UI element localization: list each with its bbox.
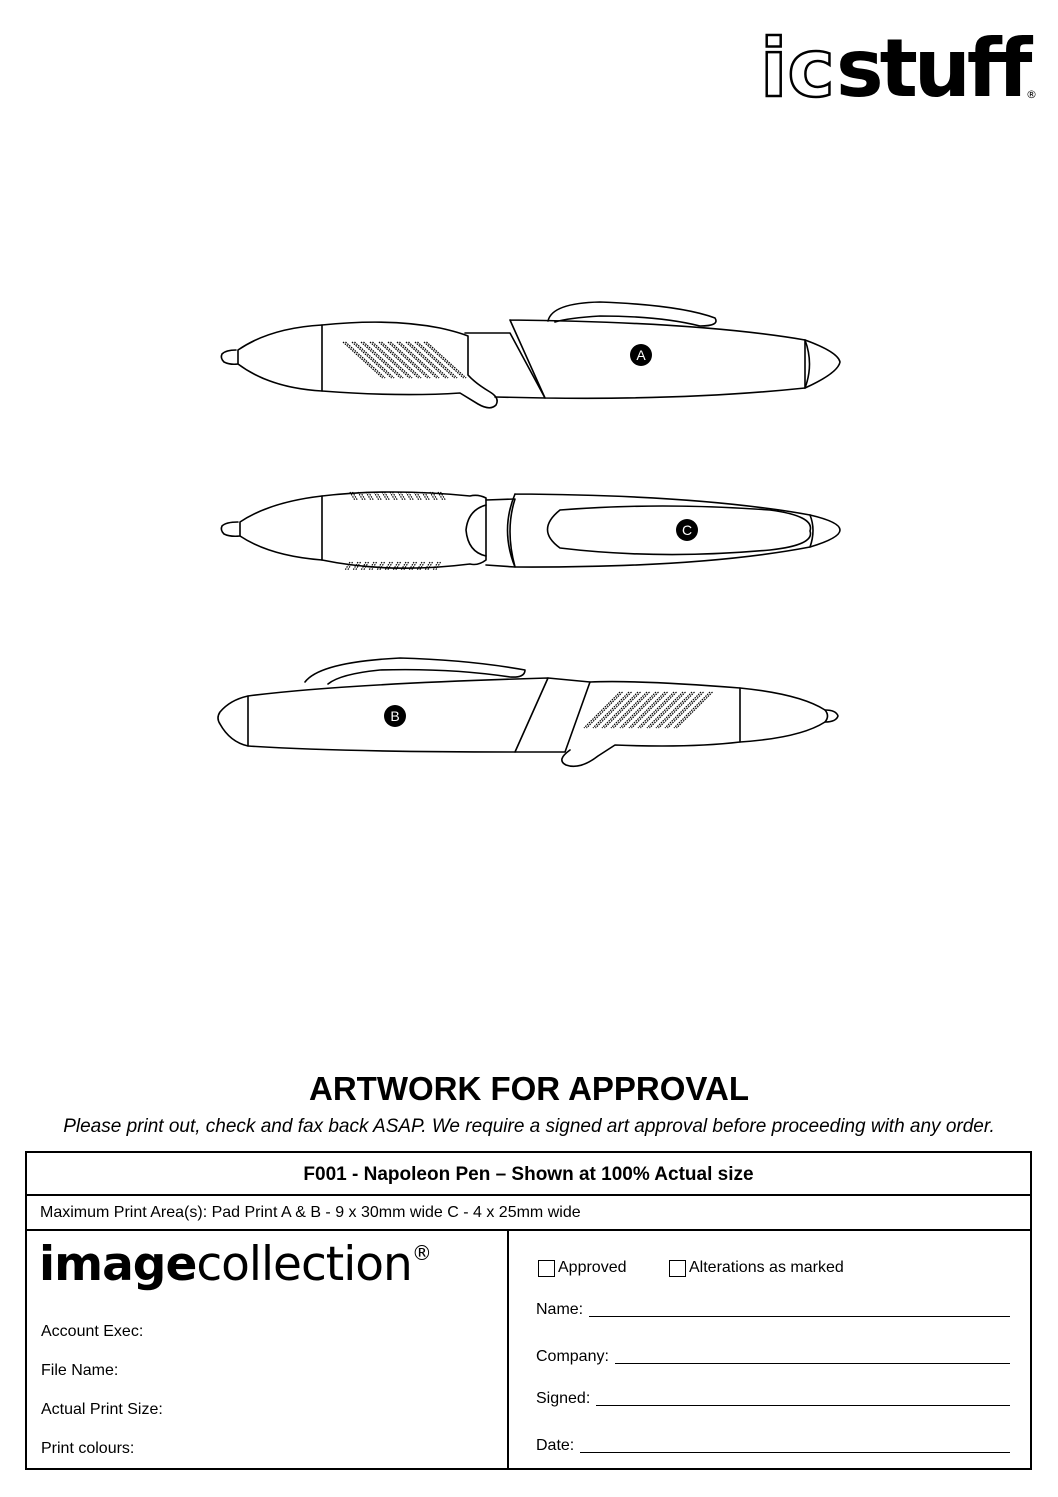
grip-hatch-line — [425, 562, 430, 570]
svg-text:B: B — [390, 708, 400, 724]
form-signature-panel — [509, 1231, 1030, 1468]
alterations-label: Alterations as marked — [689, 1259, 844, 1276]
brand-regular-text: collection — [196, 1237, 412, 1292]
logo-stuff-text: stuff — [836, 28, 1029, 108]
grip-hatch-line — [409, 342, 449, 378]
grip-hatch-line — [385, 492, 390, 500]
account-exec-label: Account Exec: — [41, 1323, 144, 1340]
instructions-text: Please print out, check and fax back ASAP. We require a signed art approval before proceeding with any order. — [63, 1116, 995, 1137]
date-field[interactable] — [536, 1437, 1010, 1455]
grip-hatch-line — [659, 692, 695, 728]
grip-hatch-line — [348, 562, 353, 570]
pen-top-view-b — [218, 658, 838, 766]
grip-hatch-line — [377, 492, 382, 500]
marker-a — [630, 344, 652, 366]
brand-registered-mark: ® — [411, 1241, 431, 1265]
print-area-text: Maximum Print Area(s): Pad Print A & B - 9 x 30mm wide C - 4 x 25mm wide — [27, 1196, 1030, 1231]
grip-hatch-line — [385, 562, 390, 570]
pen-top-view-a — [221, 302, 840, 408]
company-line[interactable] — [615, 1362, 1010, 1364]
grip-hatch-line — [424, 342, 464, 378]
grip-hatch-line — [398, 492, 403, 500]
icstuff-logo — [760, 28, 1040, 108]
grip-hatch-line — [377, 562, 382, 570]
grip-hatch-line — [677, 692, 713, 728]
form-info-panel — [27, 1231, 509, 1468]
grip-hatch-line — [401, 492, 406, 500]
page-heading: ARTWORK FOR APPROVAL — [309, 1070, 749, 1107]
grip-hatch-line — [388, 562, 393, 570]
file-name-label: File Name: — [41, 1362, 119, 1379]
grip-hatch-line — [406, 492, 411, 500]
brand-bold-text: image — [39, 1237, 197, 1292]
approved-label: Approved — [558, 1259, 627, 1276]
alterations-checkbox[interactable] — [669, 1260, 686, 1277]
signed-field[interactable] — [536, 1390, 1010, 1408]
svg-text:A: A — [636, 347, 646, 363]
print-colours-label: Print colours: — [41, 1440, 135, 1457]
grip-hatch-line — [372, 562, 377, 570]
logo-ic-text: ic — [760, 28, 835, 108]
grip-hatch-line — [584, 692, 620, 728]
svg-text:C: C — [681, 522, 693, 538]
marker-c — [676, 519, 698, 541]
date-label: Date: — [536, 1437, 575, 1454]
grip-hatch-line — [380, 562, 385, 570]
grip-hatch-line — [345, 562, 350, 570]
alterations-option[interactable] — [669, 1259, 844, 1277]
company-field[interactable] — [536, 1348, 1010, 1366]
approved-checkbox[interactable] — [538, 1260, 555, 1277]
grip-hatch-line — [436, 562, 441, 570]
grip-hatch-line — [369, 492, 374, 500]
signed-line[interactable] — [596, 1404, 1010, 1406]
grip-hatch-line — [418, 342, 458, 378]
grip-hatch-line — [428, 562, 433, 570]
approval-form — [25, 1151, 1032, 1470]
form-bottom — [27, 1231, 1030, 1468]
grip-hatch-line — [393, 492, 398, 500]
grip-hatch-line — [602, 692, 638, 728]
actual-print-size-label: Actual Print Size: — [41, 1401, 163, 1418]
pen-side-view-c — [221, 492, 840, 568]
logo-registered-mark: ® — [1026, 88, 1037, 101]
grip-hatch-line — [427, 342, 467, 378]
pen-drawings — [0, 280, 1058, 800]
grip-hatch-line — [382, 492, 387, 500]
grip-hatch-line — [417, 562, 422, 570]
grip-hatch-line — [409, 492, 414, 500]
grip-hatch-line — [415, 342, 455, 378]
grip-hatch-line — [668, 692, 704, 728]
product-title: F001 - Napoleon Pen – Shown at 100% Actual size — [27, 1153, 1030, 1196]
grip-hatch-line — [593, 692, 629, 728]
approved-option[interactable] — [538, 1259, 627, 1277]
grip-hatch-line — [433, 562, 438, 570]
name-label: Name: — [536, 1301, 584, 1318]
imagecollection-logo — [39, 1237, 431, 1292]
grip-hatch-line — [406, 342, 446, 378]
company-label: Company: — [536, 1348, 609, 1365]
grip-hatch-line — [420, 562, 425, 570]
marker-b — [384, 705, 406, 727]
signed-label: Signed: — [536, 1390, 591, 1407]
grip-hatch-line — [374, 492, 379, 500]
name-field[interactable] — [536, 1301, 1010, 1319]
date-line[interactable] — [580, 1451, 1010, 1453]
grip-hatch-line — [390, 492, 395, 500]
name-line[interactable] — [589, 1315, 1010, 1317]
